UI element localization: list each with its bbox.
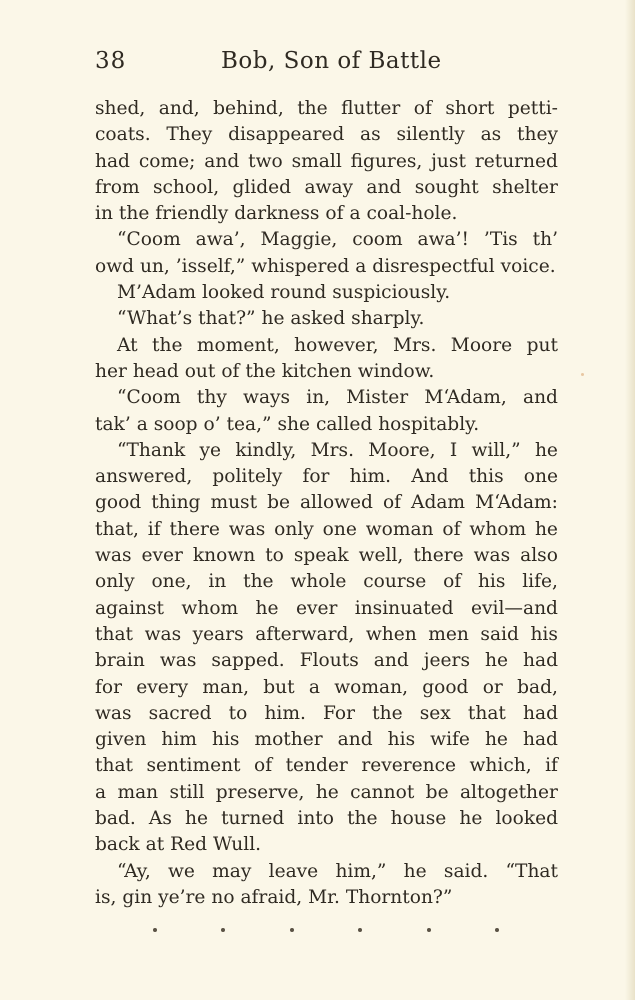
text-line: was ever known to speak well, there was also <box>95 545 558 567</box>
section-break-dot <box>221 928 225 932</box>
text-line: “Ay, we may leave him,” he said. “That <box>117 860 558 882</box>
text-line: that sentiment of tender reverence which, if <box>95 755 558 777</box>
text-line: that was years afterward, when men said his <box>95 623 558 645</box>
text-line: her head out of the kitchen window. <box>95 360 435 382</box>
text-line: against whom he ever insinuated evil—and <box>95 597 558 619</box>
text-line: given him his mother and his wife he had <box>95 729 558 751</box>
running-head <box>95 48 558 82</box>
text-line: was sacred to him. For the sex that had <box>95 702 558 724</box>
text-line: in the friendly darkness of a coal-hole. <box>95 203 458 225</box>
text-line: back at Red Wull. <box>95 834 262 856</box>
section-break-dot <box>358 928 362 932</box>
text-line: “What’s that?” he asked sharply. <box>117 308 425 330</box>
section-break-dot <box>427 928 431 932</box>
text-line: bad. As he turned into the house he looked <box>95 808 558 830</box>
section-break-dot <box>290 928 294 932</box>
text-line: only one, in the whole course of his life, <box>95 571 558 593</box>
text-line: shed, and, behind, the flutter of short petti- <box>95 98 558 119</box>
book-title: Bob, Son of Battle <box>221 48 442 74</box>
text-line: At the moment, however, Mrs. Moore put <box>117 334 558 356</box>
text-line: tak’ a soop o’ tea,” she called hospitably. <box>95 413 480 435</box>
section-break-dot <box>153 928 157 932</box>
text-line: “Coom awa’, Maggie, coom awa’! ’Tis th’ <box>117 229 558 251</box>
text-line: for every man, but a woman, good or bad, <box>95 676 558 698</box>
text-line: brain was sapped. Flouts and jeers he had <box>95 650 558 672</box>
text-line: owd un, ’isself,” whispered a disrespectful voice. <box>95 255 556 277</box>
text-line: M’Adam looked round suspiciously. <box>117 282 451 304</box>
text-line: good thing must be allowed of Adam M‘Adam: <box>95 492 558 514</box>
text-line: “Thank ye kindly, Mrs. Moore, I will,” he <box>117 439 558 461</box>
text-line: had come; and two small figures, just returned <box>95 150 558 172</box>
section-break-dot <box>495 928 499 932</box>
section-break <box>153 924 499 936</box>
page-edge-shadow <box>625 0 635 1000</box>
body-text <box>95 96 558 911</box>
text-line: a man still preserve, he cannot be altogether <box>95 781 558 803</box>
text-line: answered, politely for him. And this one <box>95 466 558 488</box>
text-line: from school, glided away and sought shelter <box>95 176 558 198</box>
text-line: is, gin ye’re no afraid, Mr. Thornton?” <box>95 886 453 908</box>
text-line: “Coom thy ways in, Mister M‘Adam, and <box>117 387 558 409</box>
paper-speck <box>581 373 584 376</box>
text-line: coats. They disappeared as silently as they <box>95 124 558 146</box>
text-line: that, if there was only one woman of whom he <box>95 518 558 540</box>
page-number: 38 <box>95 48 127 74</box>
